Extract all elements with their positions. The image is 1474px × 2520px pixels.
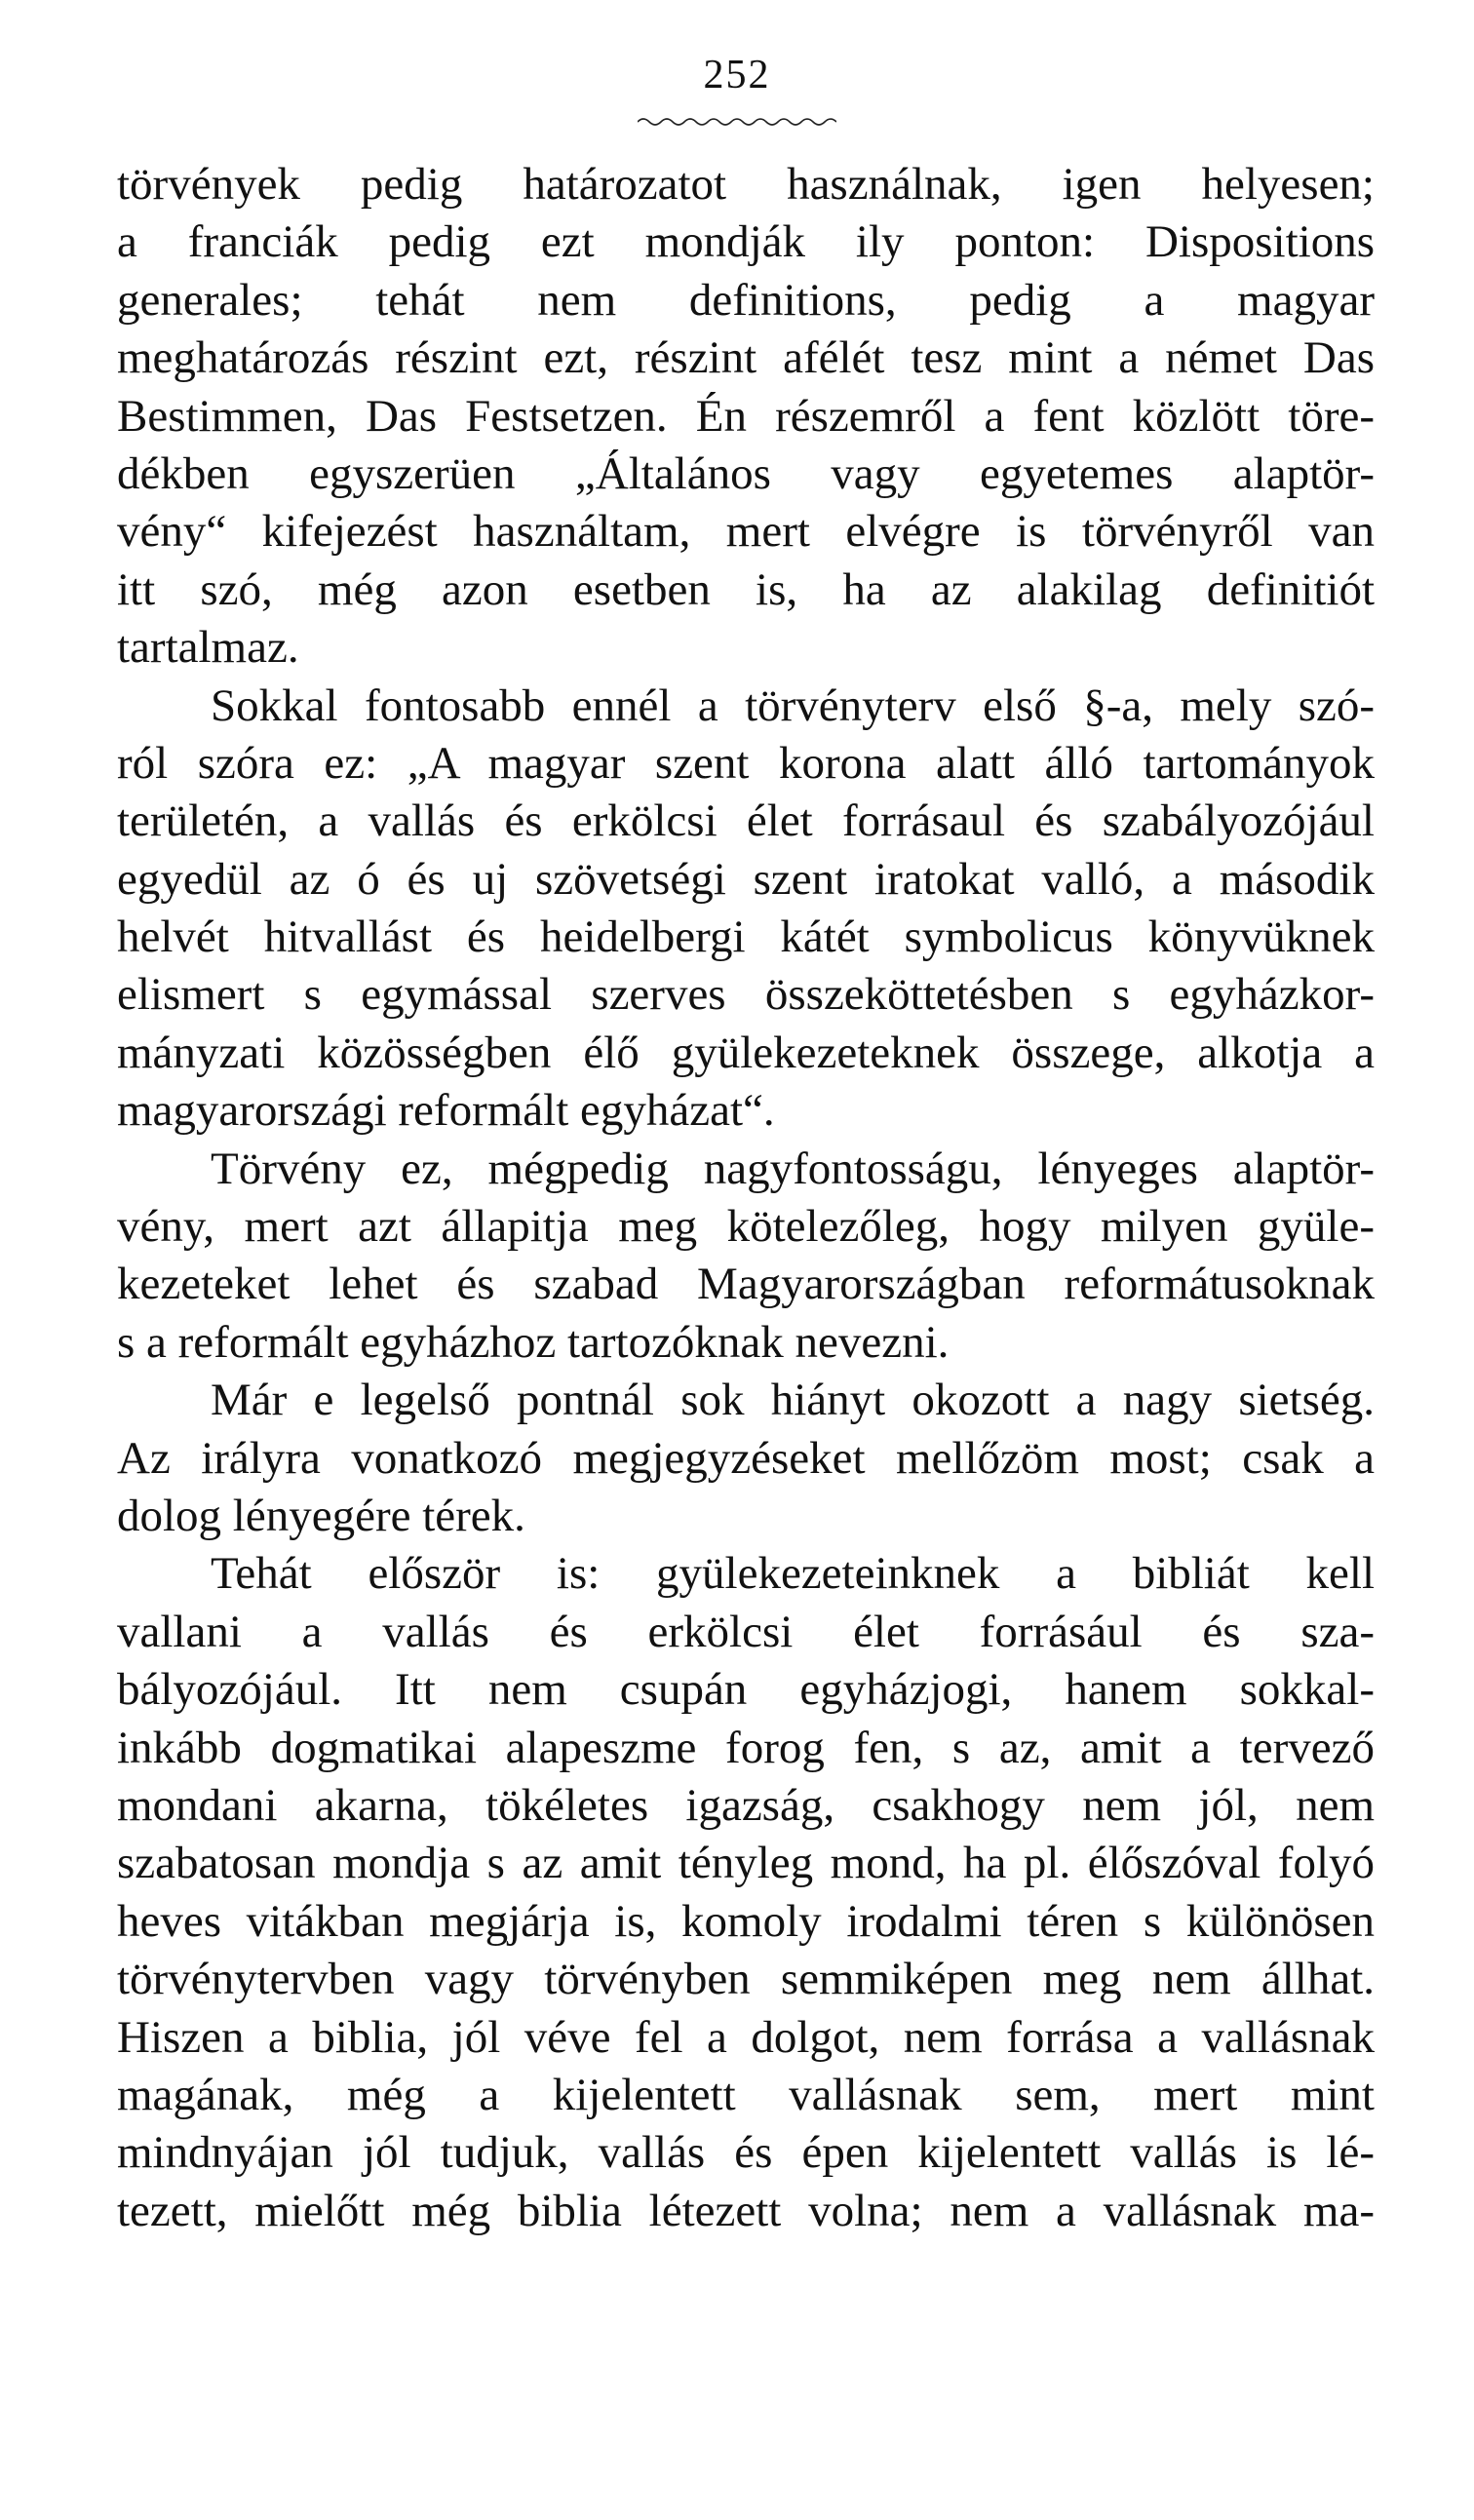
text-line: vény“ kifejezést használtam, mert elvégre is törvényről van [117,506,1375,558]
text-line: Bestimmen, Das Festsetzen. Én részemről a fent közlött töre- [117,390,1375,442]
text-line: mindnyájan jól tudjuk, vallás és épen kijelentett vallás is lé- [117,2127,1375,2179]
text-line: Tehát először is: gyülekezeteinknek a bibliát kell [211,1548,1375,1600]
text-line: vény, mert azt állapitja meg kötelezőleg, hogy milyen gyüle- [117,1201,1375,1253]
text-line: s a reformált egyházhoz tartozóknak nevezni. [117,1316,950,1368]
text-line: dolog lényegére térek. [117,1490,525,1541]
text-line: törvények pedig határozatot használnak, igen helyesen; [117,159,1375,210]
text-line: inkább dogmatikai alapeszme forog fen, s az, amit a tervező [117,1722,1375,1773]
text-line: Az irályra vonatkozó megjegyzéseket mellőzöm most; csak a [117,1432,1375,1484]
text-line: mondani akarna, tökéletes igazság, csakhogy nem jól, nem [117,1779,1375,1831]
text-line: kezeteket lehet és szabad Magyarországban reformátusoknak [117,1259,1375,1310]
text-line: elismert s egymással szerves összeköttetésben s egyházkor- [117,969,1375,1021]
wavy-rule-ornament [638,115,836,129]
text-line: területén, a vallás és erkölcsi élet forrásaul és szabályozójául [117,795,1375,847]
text-line: generales; tehát nem definitions, pedig a magyar [117,274,1375,326]
text-line: magának, még a kijelentett vallásnak sem, mert mint [117,2069,1375,2120]
text-line: Már e legelső pontnál sok hiányt okozott a nagy sietség. [211,1375,1375,1426]
text-line: törvénytervben vagy törvényben semmiképen meg nem állhat. [117,1954,1375,2005]
text-line: Sokkal fontosabb ennél a törvényterv első §-a, mely szó- [211,679,1375,731]
text-line: meghatározás részint ezt, részint afélét tesz mint a német Das [117,332,1375,384]
text-line: tezett, mielőtt még biblia létezett volna; nem a vallásnak ma- [117,2185,1375,2236]
text-line: tartalmaz. [117,622,299,674]
text-line: mányzati közösségben élő gyülekezeteknek összege, alkotja a [117,1027,1375,1078]
body-text [117,156,1375,2240]
text-line: vallani a vallás és erkölcsi élet forrásául és sza- [117,1606,1375,1657]
text-line: helvét hitvallást és heidelbergi kátét symbolicus könyvüknek [117,911,1375,963]
text-line: ról szóra ez: „A magyar szent korona alatt álló tartományok [117,737,1375,789]
text-line: szabatosan mondja s az amit tényleg mond, ha pl. élőszóval folyó [117,1838,1375,1889]
text-line: magyarországi reformált egyházat“. [117,1085,775,1137]
text-line: Törvény ez, mégpedig nagyfontosságu, lényeges alaptör- [211,1143,1375,1194]
text-line: Hiszen a biblia, jól véve fel a dolgot, nem forrása a vallásnak [117,2011,1375,2063]
text-line: itt szó, még azon esetben is, ha az alakilag definitiót [117,563,1375,615]
text-line: heves vitákban megjárja is, komoly irodalmi téren s különösen [117,1895,1375,1947]
text-line: bályozójául. Itt nem csupán egyházjogi, hanem sokkal- [117,1664,1375,1716]
text-line: a franciák pedig ezt mondják ily ponton: Dispositions [117,216,1375,268]
text-line: egyedül az ó és uj szövetségi szent iratokat valló, a második [117,853,1375,905]
page-number: 252 [703,53,771,97]
text-line: dékben egyszerüen „Általános vagy egyetemes alaptör- [117,447,1375,499]
